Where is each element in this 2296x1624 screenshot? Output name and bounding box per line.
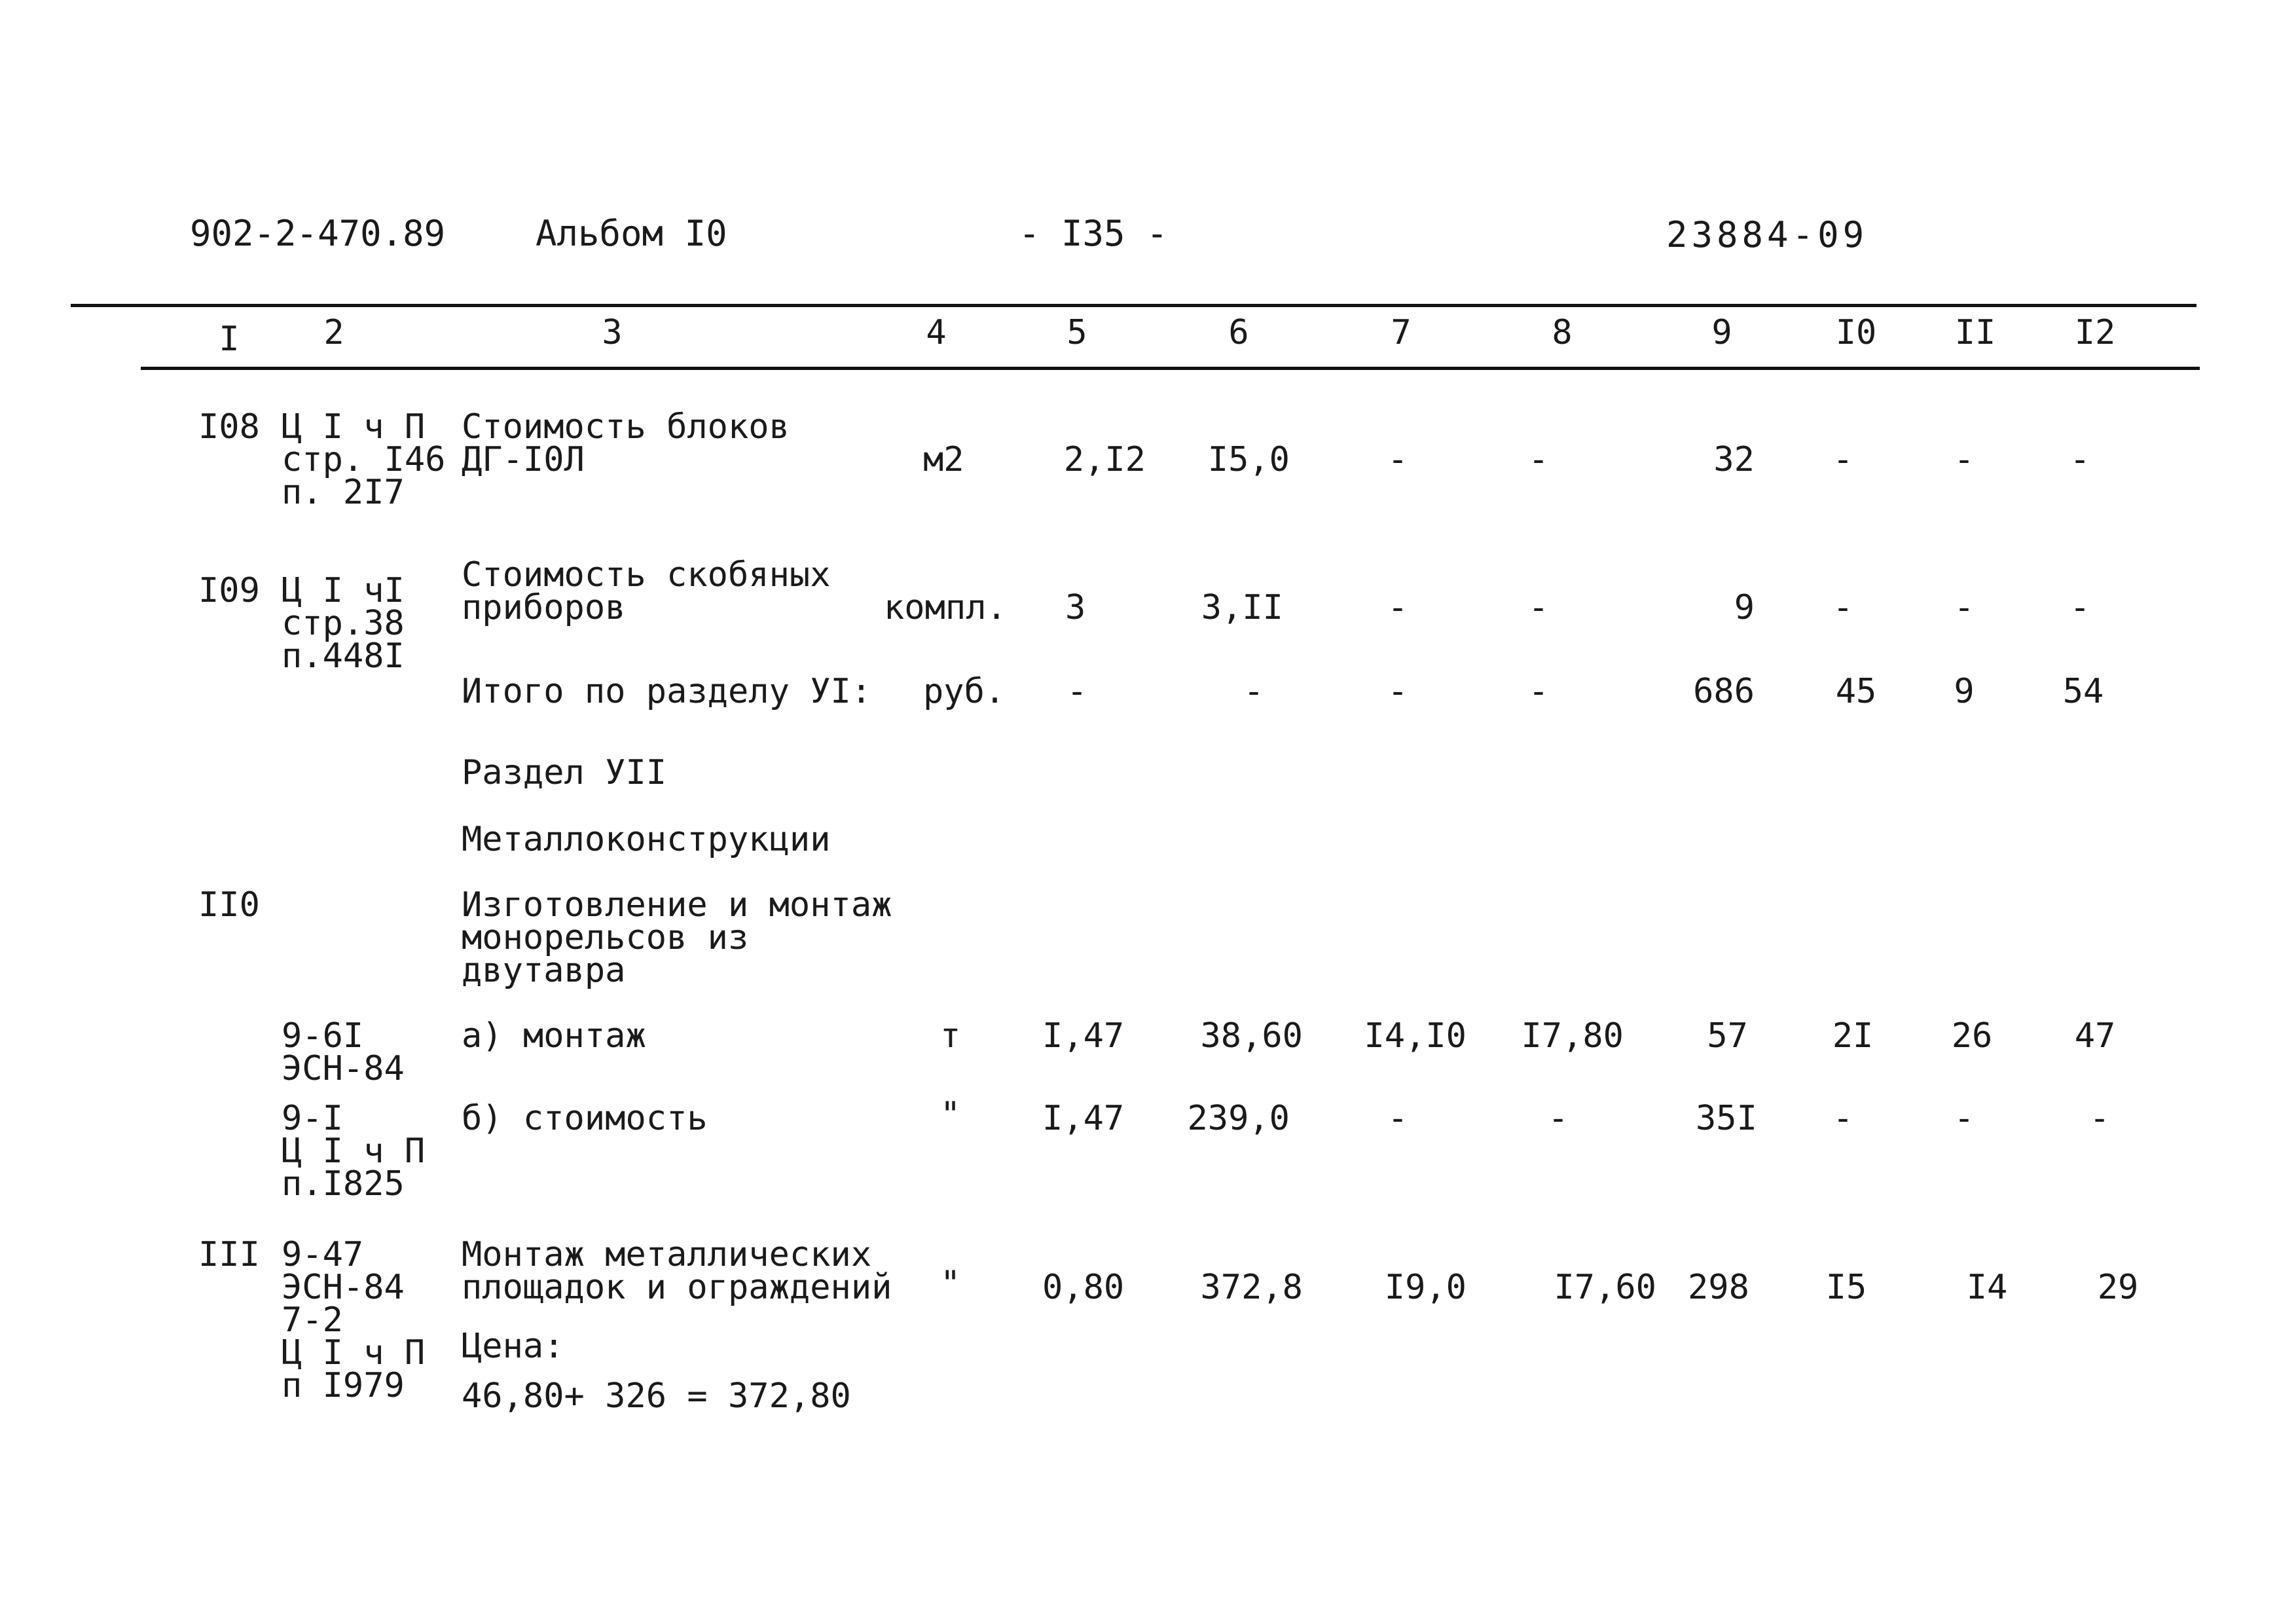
section-subtitle: Металлоконструкции bbox=[462, 820, 831, 859]
row-number: I09 bbox=[198, 571, 260, 610]
norm-reference: 9-6I bbox=[282, 1016, 364, 1056]
column-header: 7 bbox=[1391, 313, 1412, 352]
cell-col11: I4 bbox=[1966, 1268, 2008, 1307]
section-total-label: Итого по разделу УI: bbox=[462, 672, 872, 711]
norm-reference: 9-I bbox=[282, 1099, 343, 1138]
work-description: а) монтаж bbox=[462, 1016, 646, 1056]
cell-col11: - bbox=[1954, 588, 1975, 627]
norm-reference: п.448I bbox=[282, 637, 405, 676]
column-header: 6 bbox=[1228, 313, 1249, 352]
norm-reference: стр.38 bbox=[282, 604, 405, 643]
cell-col11: - bbox=[1954, 440, 1975, 479]
cell-unit-price: 372,8 bbox=[1200, 1268, 1303, 1307]
work-description: приборов bbox=[462, 588, 626, 627]
work-description: б) стоимость bbox=[462, 1099, 708, 1138]
unit-cell: " bbox=[940, 1095, 961, 1134]
cell-quantity: 3 bbox=[1065, 588, 1086, 627]
norm-reference: ЭСН-84 bbox=[282, 1049, 405, 1088]
work-description: ДГ-I0Л bbox=[462, 440, 585, 479]
document-number: 902-2-470.89 bbox=[190, 213, 446, 254]
price-formula: 46,80+ 326 = 372,80 bbox=[462, 1376, 851, 1416]
norm-reference: Ц I ч П bbox=[282, 407, 426, 447]
column-header: 2 bbox=[323, 313, 344, 352]
cell-total: 686 bbox=[1693, 672, 1755, 711]
work-description: Изготовление и монтаж bbox=[462, 885, 892, 925]
cell-col12: - bbox=[2069, 440, 2090, 479]
work-description: двутавра bbox=[462, 951, 626, 990]
cell-quantity: I,47 bbox=[1042, 1016, 1125, 1056]
work-description: Стоимость блоков bbox=[462, 407, 790, 447]
cell-col10: - bbox=[1832, 588, 1853, 627]
cell-col12: - bbox=[2069, 588, 2090, 627]
unit-cell: т bbox=[940, 1016, 961, 1056]
cell-unit-price: I5,0 bbox=[1207, 440, 1290, 479]
unit-cell: м2 bbox=[923, 440, 964, 479]
cell-col10: 2I bbox=[1832, 1016, 1874, 1056]
work-description: Монтаж металлических bbox=[462, 1235, 872, 1274]
work-description: площадок и ограждений bbox=[462, 1268, 892, 1307]
column-header: 4 bbox=[926, 313, 947, 352]
cell-col11: - bbox=[1954, 1099, 1975, 1138]
cell-unit-price: 239,0 bbox=[1187, 1099, 1290, 1138]
cell-col7: I4,I0 bbox=[1364, 1016, 1467, 1056]
cell-quantity: 0,80 bbox=[1042, 1268, 1125, 1307]
cell-col8: - bbox=[1528, 588, 1549, 627]
norm-reference: Ц I ч П bbox=[282, 1333, 426, 1373]
cell-total: 298 bbox=[1688, 1268, 1749, 1307]
column-header: 9 bbox=[1711, 313, 1732, 352]
header-rule bbox=[141, 367, 2200, 370]
norm-reference: 7-2 bbox=[282, 1301, 343, 1340]
cell-col12: 29 bbox=[2097, 1268, 2139, 1307]
cell-col10: 45 bbox=[1835, 672, 1877, 711]
cell-col11: 9 bbox=[1954, 672, 1975, 711]
norm-reference: п. 2I7 bbox=[282, 473, 405, 512]
cell-total: 57 bbox=[1707, 1016, 1748, 1056]
cell-total: 35I bbox=[1696, 1099, 1757, 1138]
column-header: I0 bbox=[1835, 313, 1877, 352]
price-label: Цена: bbox=[462, 1327, 564, 1366]
column-header: 3 bbox=[602, 313, 623, 352]
cell-col11: 26 bbox=[1951, 1016, 1993, 1056]
cell-col7: - bbox=[1387, 1099, 1408, 1138]
column-header: I2 bbox=[2074, 313, 2116, 352]
column-header: 5 bbox=[1066, 313, 1087, 352]
cell-col12: - bbox=[2089, 1099, 2110, 1138]
cell-col7: I9,0 bbox=[1384, 1268, 1467, 1307]
row-number: II0 bbox=[198, 885, 260, 925]
section-title: Раздел УII bbox=[462, 753, 667, 792]
cell-col8: I7,80 bbox=[1521, 1016, 1624, 1056]
unit-cell: компл. bbox=[884, 588, 1007, 627]
norm-reference: стр. I46 bbox=[282, 440, 446, 479]
cell-col12: 47 bbox=[2074, 1016, 2116, 1056]
cell-col7: - bbox=[1387, 440, 1408, 479]
cell-col8: - bbox=[1528, 440, 1549, 479]
top-rule bbox=[71, 304, 2196, 307]
norm-reference: ЭСН-84 bbox=[282, 1268, 405, 1307]
norm-reference: Ц I чI bbox=[282, 571, 405, 610]
cell-col7: - bbox=[1387, 672, 1408, 711]
cell-unit-price: - bbox=[1243, 672, 1264, 711]
cell-col10: I5 bbox=[1825, 1268, 1867, 1307]
cell-total: 9 bbox=[1734, 588, 1755, 627]
unit-cell: руб. bbox=[923, 672, 1006, 711]
column-header: 8 bbox=[1552, 313, 1573, 352]
norm-reference: п.I825 bbox=[282, 1164, 405, 1204]
unit-cell: " bbox=[940, 1264, 961, 1303]
column-header: II bbox=[1954, 313, 1996, 352]
norm-reference: 9-47 bbox=[282, 1235, 364, 1274]
album-label: Альбом I0 bbox=[536, 213, 727, 254]
cell-col10: - bbox=[1832, 440, 1853, 479]
cell-col8: - bbox=[1528, 672, 1549, 711]
document-code: 23884-09 bbox=[1666, 214, 1868, 255]
cell-col8: - bbox=[1548, 1099, 1569, 1138]
norm-reference: п I979 bbox=[282, 1366, 405, 1405]
cell-col7: - bbox=[1387, 588, 1408, 627]
cell-col8: I7,60 bbox=[1554, 1268, 1656, 1307]
cell-quantity: 2,I2 bbox=[1063, 440, 1146, 479]
page-number: - I35 - bbox=[1019, 213, 1168, 254]
work-description: монорельсов из bbox=[462, 918, 749, 957]
row-number: I08 bbox=[198, 407, 260, 447]
cell-unit-price: 38,60 bbox=[1200, 1016, 1303, 1056]
row-number: III bbox=[198, 1235, 260, 1274]
work-description: Стоимость скобяных bbox=[462, 555, 831, 595]
cell-col10: - bbox=[1832, 1099, 1853, 1138]
norm-reference: Ц I ч П bbox=[282, 1132, 426, 1171]
cell-quantity: I,47 bbox=[1042, 1099, 1125, 1138]
cell-unit-price: 3,II bbox=[1201, 588, 1283, 627]
cell-total: 32 bbox=[1713, 440, 1755, 479]
column-header: I bbox=[219, 320, 240, 359]
cell-quantity: - bbox=[1066, 672, 1087, 711]
cell-col12: 54 bbox=[2062, 672, 2104, 711]
